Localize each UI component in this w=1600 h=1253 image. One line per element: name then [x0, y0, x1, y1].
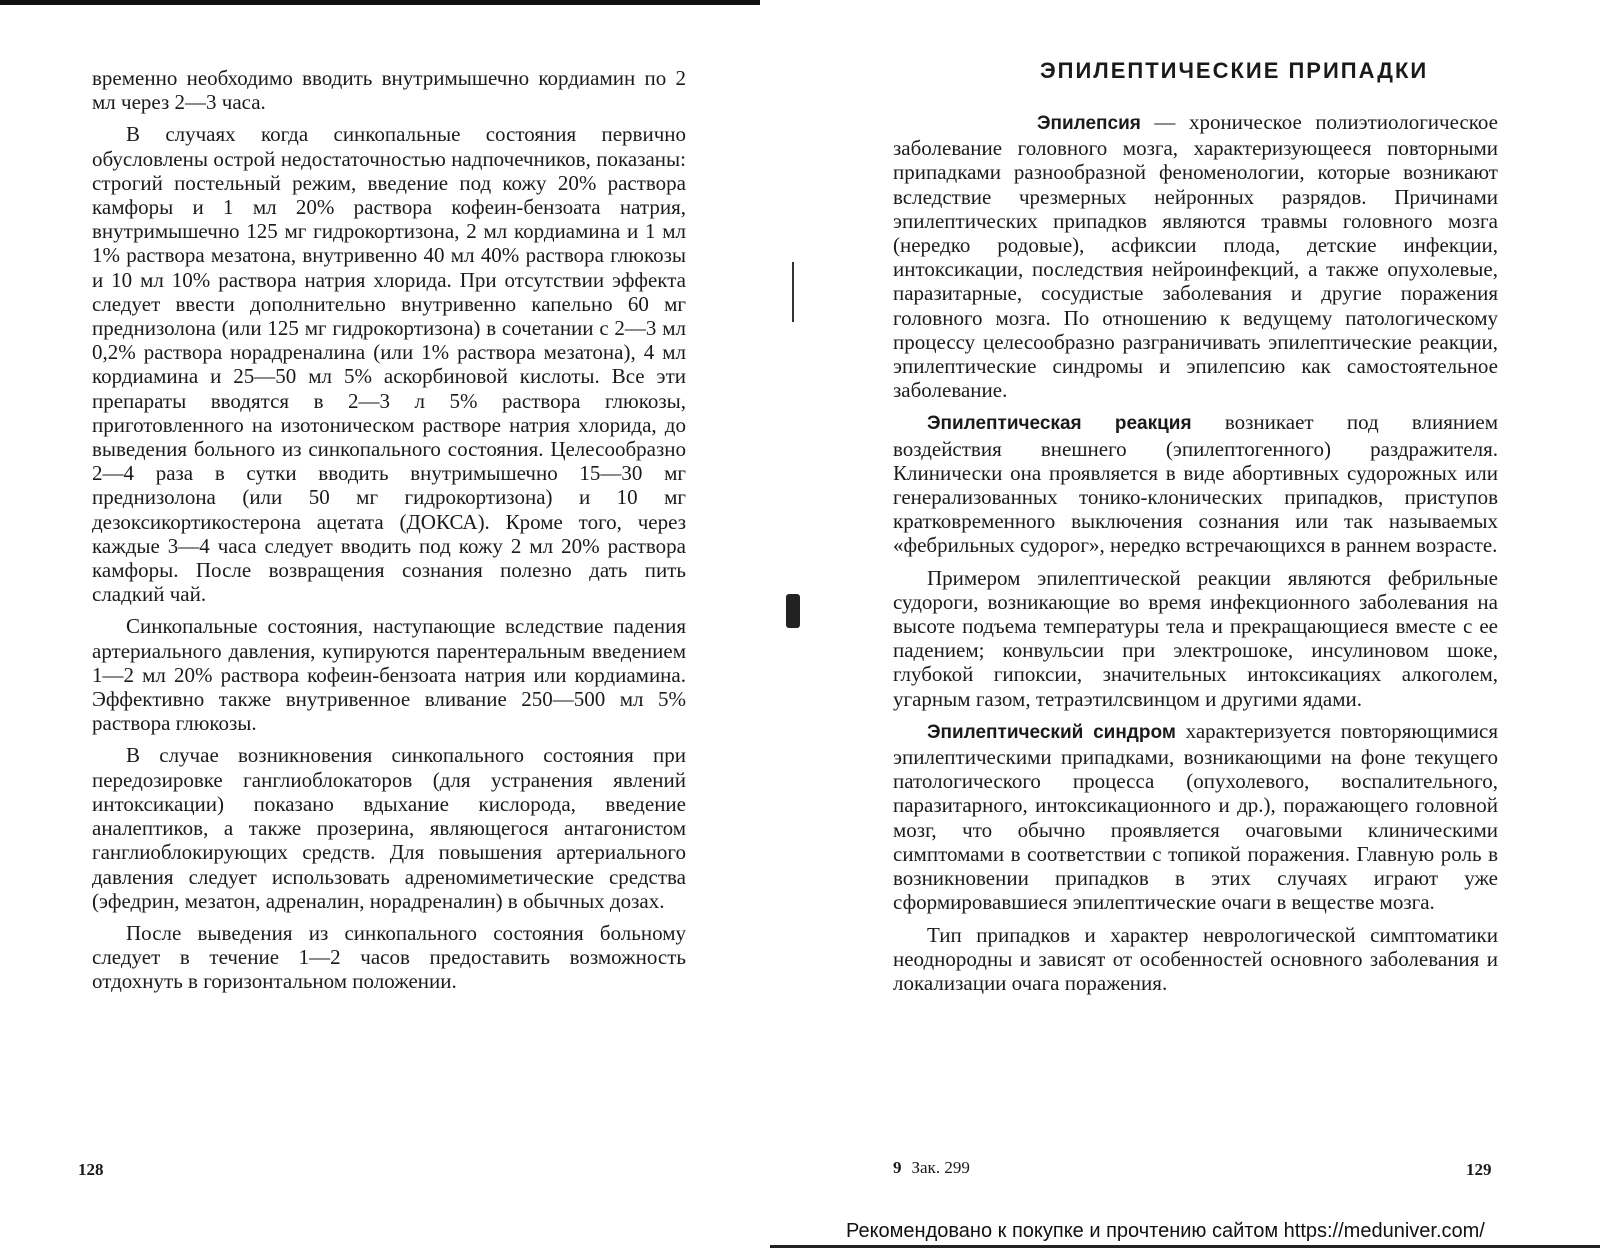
signature-mark: 9	[893, 1158, 902, 1177]
paragraph: Синкопальные состояния, наступающие вследствие падения артериального давления, купируются парентеральным введением 1—2 мл 20% раствора кофеин-бензоата натрия или кордиамина. Эффективно также внутривенное вливание 250—500 мл 5% раствора глюкозы.	[92, 614, 686, 736]
term-epileptic-syndrome: Эпилептический синдром	[927, 721, 1176, 743]
paragraph	[893, 719, 1498, 915]
paragraph: временно необходимо вводить внутримышечно кордиамин по 2 мл через 2—3 часа.	[92, 66, 686, 115]
right-page	[800, 0, 1600, 1253]
page-number-right: 129	[1466, 1160, 1492, 1179]
paragraph-text: характеризуется повторяющимися эпилептическими припадками, возникающими на фоне текущего патологического процесса (опухолевого, воспалительного, паразитарного, интоксикационного и др.), поражающего головной мозг, что обычно проявляется очаговыми клиническими симптомами в соответствии с топикой поражения. Главную роль в возникновении припадков в этих случаях играют уже сформировавшиеся эпилептические очаги в веществе мозга.	[893, 718, 1498, 915]
paragraph: Тип припадков и характер неврологической симптоматики неоднородны и зависят от особенностей основного заболевания и локализации очага поражения.	[893, 922, 1498, 995]
paragraph-text: — хроническое полиэтиологическое заболевание головного мозга, характеризующееся повторными припадками разнообразной феноменологии, которые возникают вследствие чрезмерных нейронных разрядов. Причинами эпилептических припадков являются травмы головного мозга (нередко родовые), асфиксии плода, детские инфекции, интоксикации, последствия нейроинфекций, а также опухолевые, паразитарные, сосудистые заболевания и другие поражения головного мозга. По отношению к ведущему патологическому процессу целесообразно разграничивать эпилептические реакции, эпилептические синдромы и эпилепсию как самостоятельное заболевание.	[893, 110, 1498, 403]
term-epileptic-reaction: Эпилептическая реакция	[927, 413, 1192, 435]
paragraph: В случае возникновения синкопального состояния при передозировке ганглиоблокаторов (для устранения явлений интоксикации) показано вдыхание кислорода, введение аналептиков, а также прозерина, являющегося антагонистом ганглиоблокирующих средств. Для повышения артериального давления следует использовать адреномиметические средства (эфедрин, мезатон, адреналин, норадреналин) в обычных дозах.	[92, 743, 686, 913]
paragraph	[893, 110, 1498, 402]
scan-edge-bottom	[770, 1245, 1600, 1248]
paragraph: В случаях когда синкопальные состояния первично обусловлены острой недостаточностью надпочечников, показаны: строгий постельный режим, введение под кожу 20% раствора камфоры и 1 мл 20% раствора кофеин-бензоата натрия, внутримышечно 125 мг гидрокортизона, 2 мл кордиамина и 1 мл 1% раствора мезатона, внутривенно 40 мл 40% раствора глюкозы и 10 мл 10% раствора натрия хлорида. При отсутствии эффекта следует ввести дополнительно внутривенно капельно 60 мг преднизолона (или 125 мг гидрокортизона) в сочетании с 2—3 мл 0,2% раствора норадреналина (или 1% раствора мезатона), 4 мл кордиамина и 25—50 мл 5% аскорбиновой кислоты. Все эти препараты вводятся в 2—3 л 5% раствора глюкозы, приготовленного на изотоническом растворе натрия хлорида, до выведения больного из синкопального состояния. Целесообразно 2—4 раза в сутки вводить внутримышечно 15—30 мг преднизолона (или 50 мг гидрокортизона) и 10 мг дезоксикортикостерона ацетата (ДОКСА). Кроме того, через каждые 3—4 часа следует вводить под кожу 2 мл 20% раствора камфоры. После возвращения сознания полезно дать пить сладкий чай.	[92, 122, 686, 607]
right-page-text	[893, 110, 1498, 1003]
paragraph: После выведения из синкопального состояния больному следует в течение 1—2 часов предоставить возможность отдохнуть в горизонтальном положении.	[92, 920, 686, 994]
page-number-left: 128	[78, 1160, 104, 1179]
paragraph	[893, 410, 1498, 557]
paragraph-text: возникает под влиянием воздействия внешнего (эпилептогенного) раздражителя. Клинически она проявляется в виде абортивных судорожных или генерализованных тонико-клонических припадков, приступов кратковременного выключения сознания или так называемых «фебрильных судорог», нередко встречающихся в раннем возрасте.	[893, 410, 1498, 558]
left-page	[0, 0, 780, 1253]
gutter-mark	[792, 262, 794, 322]
term-epilepsy: Эпилепсия	[1037, 113, 1141, 134]
chapter-heading: ЭПИЛЕПТИЧЕСКИЕ ПРИПАДКИ	[1040, 58, 1429, 83]
paragraph: Примером эпилептической реакции являются фебрильные судороги, возникающие во время инфекционного заболевания на высоте подъема температуры тела и прекращающиеся вместе с ее падением; конвульсии при электрошоке, инсулиновом шоке, глубокой гипоксии, значительных интоксикациях алкоголем, угарным газом, тетраэтилсвинцом и другими ядами.	[893, 565, 1498, 711]
footer-recommendation: Рекомендовано к покупке и прочтению сайтом https://meduniver.com/	[846, 1220, 1485, 1242]
print-signature-note	[893, 1158, 970, 1178]
left-page-text	[92, 66, 686, 1002]
gutter-blob	[786, 594, 800, 628]
print-order: Зак. 299	[911, 1158, 970, 1177]
